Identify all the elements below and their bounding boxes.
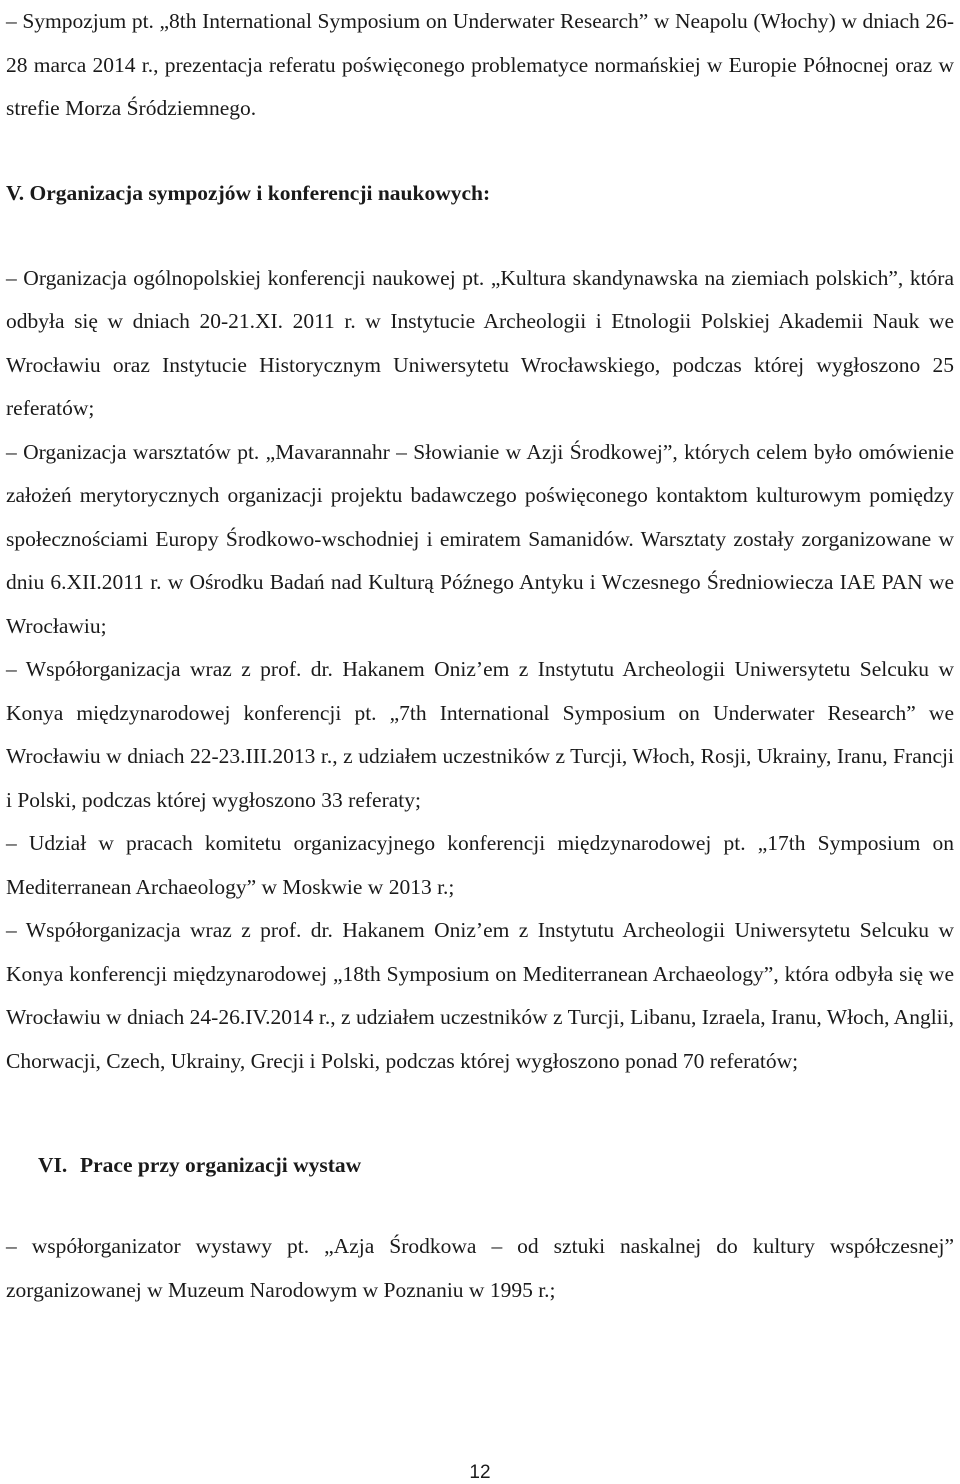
section-vi-list bbox=[6, 1225, 954, 1312]
document-page bbox=[6, 0, 954, 1312]
section-vi-number: VI. bbox=[38, 1153, 68, 1177]
section-vi-heading bbox=[6, 1143, 954, 1187]
list-item: – Udział w pracach komitetu organizacyjnego konferencji międzynarodowej pt. „17th Symposium on Mediterranean Archaeology” w Moskwie w 2013 r.; bbox=[6, 831, 954, 899]
list-item: – Współorganizacja wraz z prof. dr. Hakanem Oniz’em z Instytutu Archeologii Uniwersytetu Selcuku w Konya konferencji międzynarodowej „18th Symposium on Mediterranean Archaeology”, która odbyła się we Wrocławiu w dniach 24-26.IV.2014 r., z udziałem uczestników z Turcji, Libanu, Izraela, Iranu, Włoch, Anglii, Chorwacji, Czech, Ukrainy, Grecji i Polski, podczas której wygłoszono ponad 70 referatów; bbox=[6, 918, 954, 1073]
section-v-list bbox=[6, 257, 954, 1084]
list-item: – Organizacja ogólnopolskiej konferencji naukowej pt. „Kultura skandynawska na ziemiach polskich”, która odbyła się w dniach 20-21.XI. 2011 r. w Instytucie Archeologii i Etnologii Polskiej Akademii Nauk we Wrocławiu oraz Instytucie Historycznym Uniwersytetu Wrocławskiego, podczas której wygłoszono 25 referatów; bbox=[6, 265, 954, 420]
page-number: 12 bbox=[469, 1462, 491, 1483]
intro-paragraph: – Sympozjum pt. „8th International Symposium on Underwater Research” w Neapolu (Włochy) w dniach 26-28 marca 2014 r., prezentacja referatu poświęconego problematyce normańskiej w Europie Północnej oraz w strefie Morza Śródziemnego. bbox=[6, 9, 954, 120]
list-item: – współorganizator wystawy pt. „Azja Środkowa – od sztuki naskalnej do kultury współczesnej” zorganizowanej w Muzeum Narodowym w Poznaniu w 1995 r.; bbox=[6, 1234, 954, 1302]
list-item: – Współorganizacja wraz z prof. dr. Hakanem Oniz’em z Instytutu Archeologii Uniwersytetu Selcuku w Konya międzynarodowej konferencji pt. „7th International Symposium on Underwater Research” we Wrocławiu w dniach 22-23.III.2013 r., z udziałem uczestników z Turcji, Włoch, Rosji, Ukrainy, Iranu, Francji i Polski, podczas której wygłoszono 33 referaty; bbox=[6, 657, 954, 812]
section-v-heading: V. Organizacja sympozjów i konferencji naukowych: bbox=[6, 180, 491, 205]
section-vi-title: Prace przy organizacji wystaw bbox=[80, 1153, 362, 1177]
list-item: – Organizacja warsztatów pt. „Mavarannahr – Słowianie w Azji Środkowej”, których celem było omówienie założeń merytorycznych organizacji projektu badawczego poświęconego kontaktom kulturowym pomiędzy społecznościami Europy Środkowo-wschodniej i emiratem Samanidów. Warsztaty zostały zorganizowane w dniu 6.XII.2011 r. w Ośrodku Badań nad Kulturą Późnego Antyku i Wczesnego Średniowiecza IAE PAN we Wrocławiu; bbox=[6, 439, 954, 638]
